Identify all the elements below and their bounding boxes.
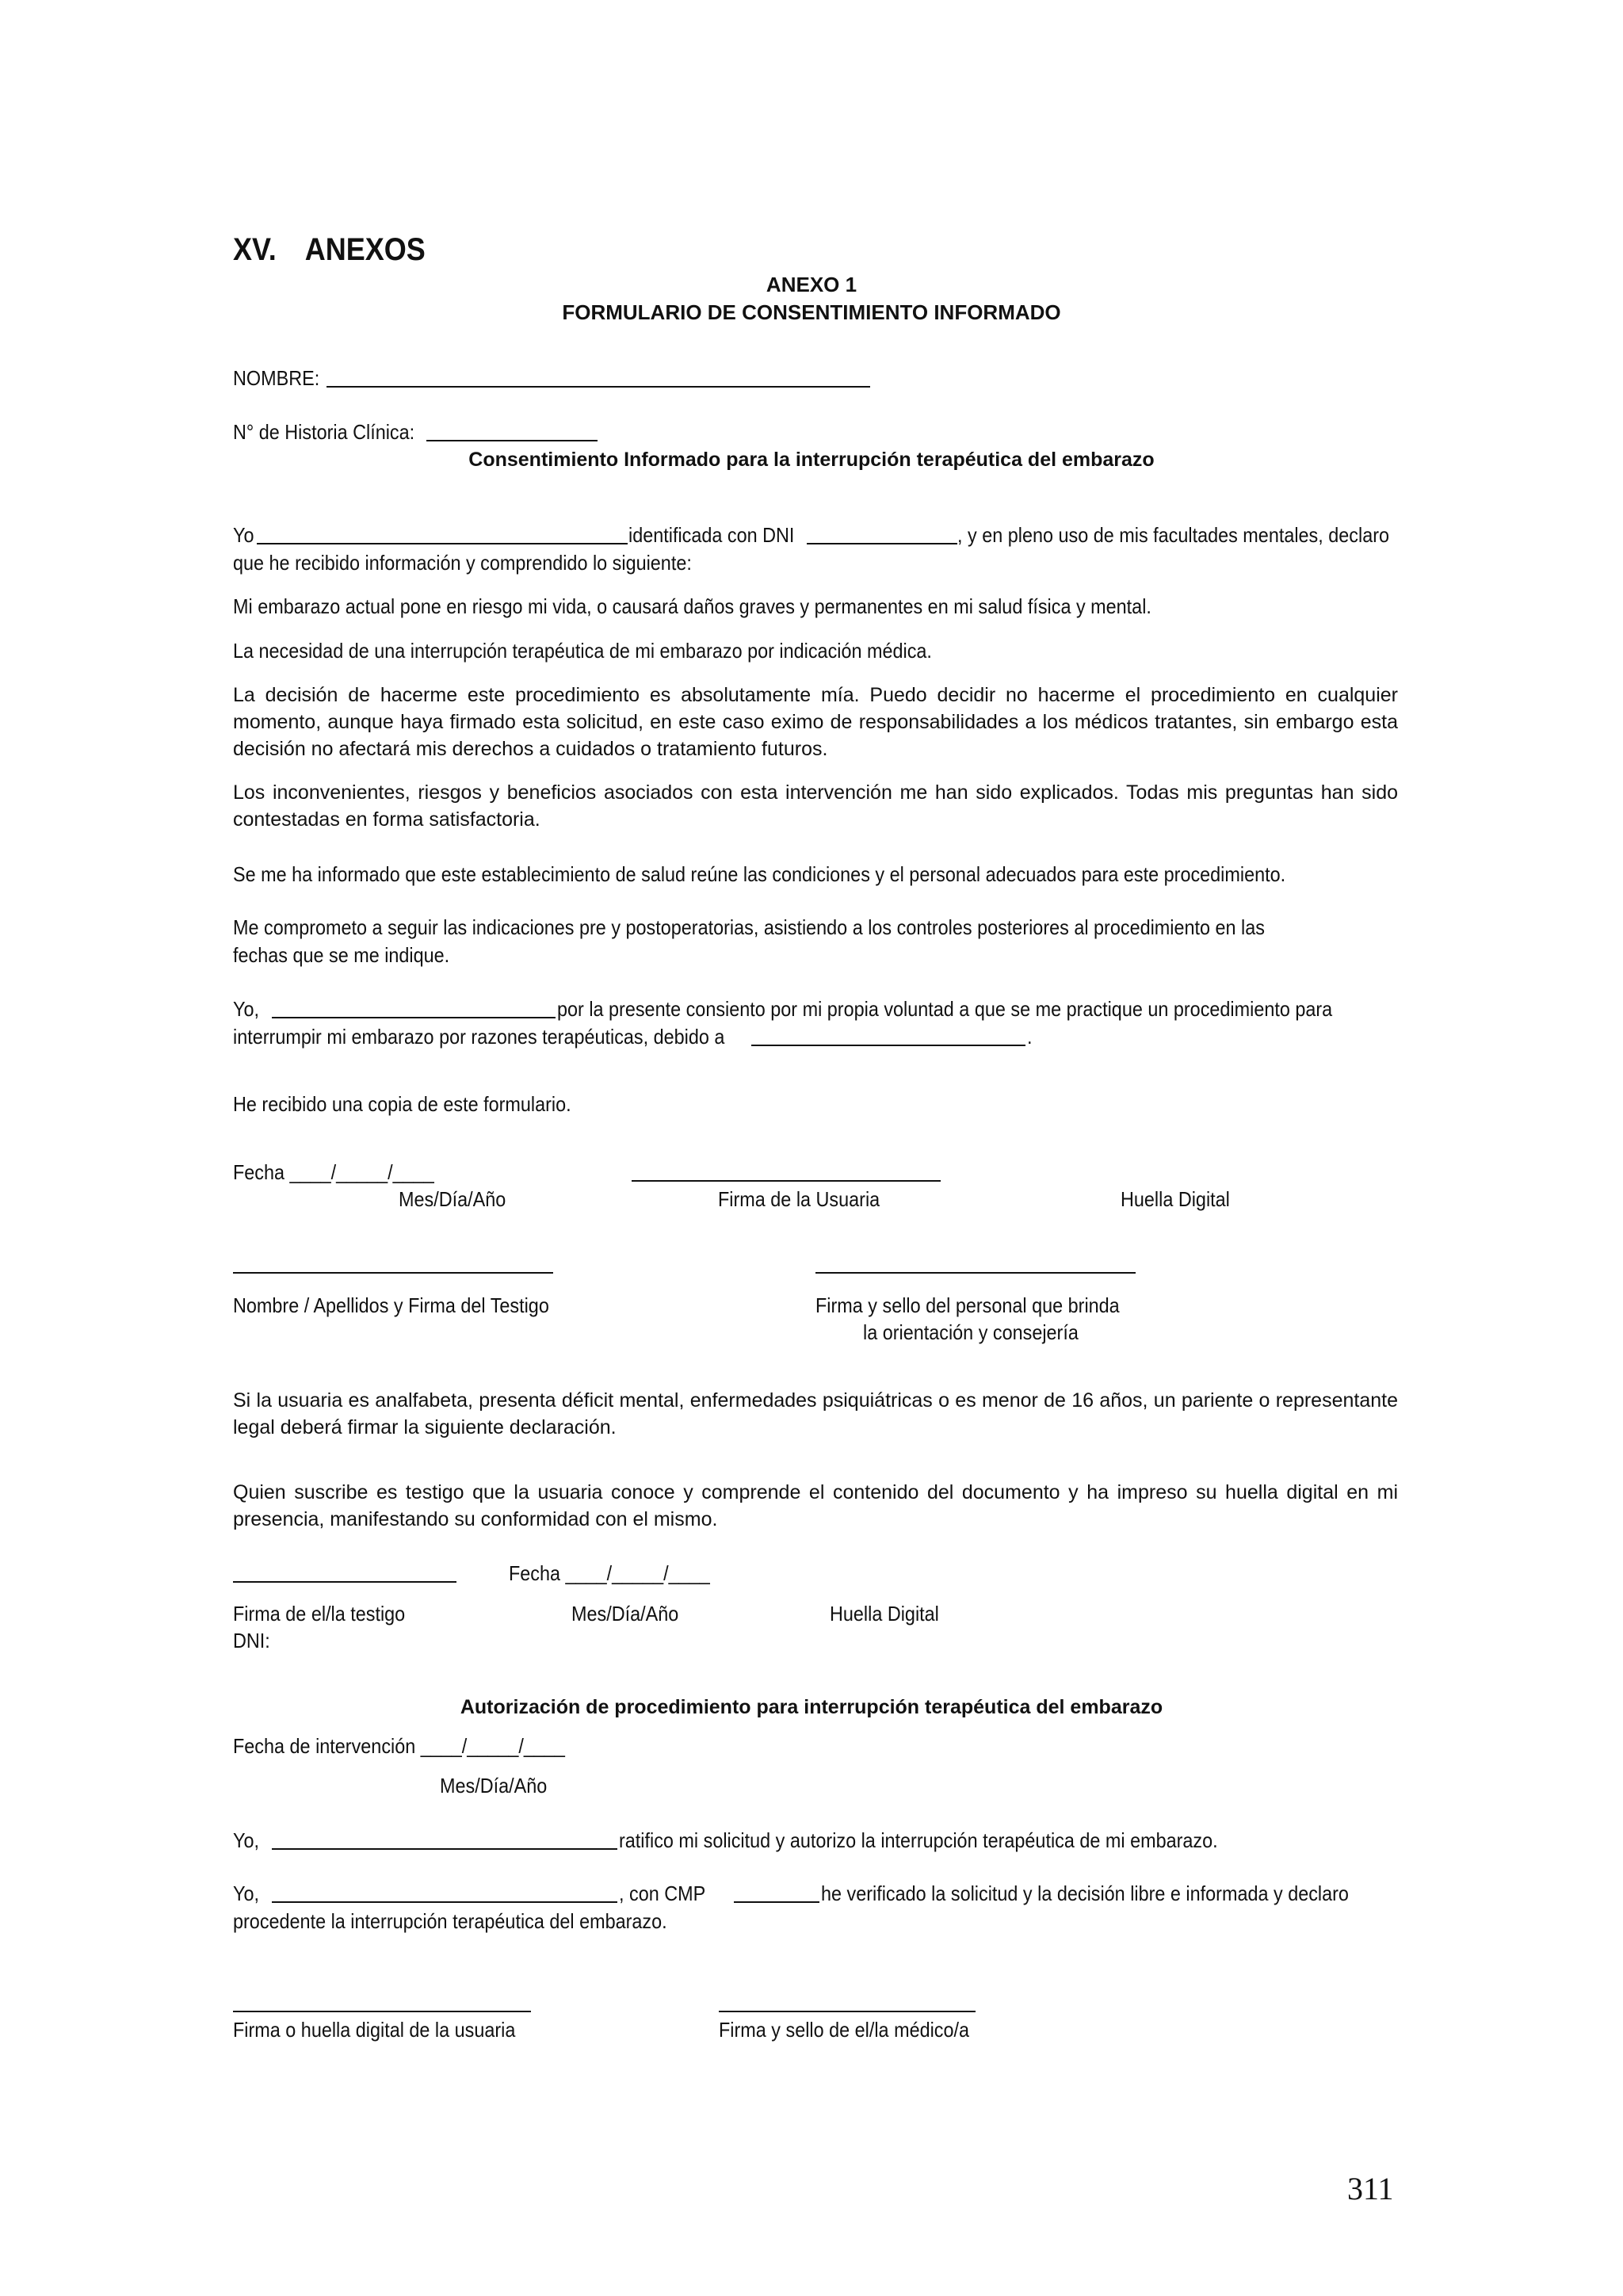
firma-testigo-label: Firma de el/la testigo xyxy=(233,1602,406,1626)
section-number: XV. xyxy=(233,232,277,267)
firma-medico-label: Firma y sello de el/la médico/a xyxy=(719,2018,970,2042)
dni-field[interactable] xyxy=(807,543,957,544)
mesdia-3: Mes/Día/Año xyxy=(440,1774,548,1797)
testigo-label: Nombre / Apellidos y Firma del Testigo xyxy=(233,1293,549,1317)
huella-2: Huella Digital xyxy=(830,1602,939,1626)
paragraph-7-line2: fechas que se me indique. xyxy=(233,943,450,967)
auth-yo-2-line2: procedente la interrupción terapéutica del embarazo. xyxy=(233,1909,667,1933)
nombre-field[interactable] xyxy=(327,386,870,388)
p1-yo: Yo xyxy=(233,523,254,547)
auth-name-field-1[interactable] xyxy=(272,1848,617,1850)
firma-usuaria-final-line[interactable] xyxy=(233,2011,531,2012)
paragraph-5: Los inconvenientes, riesgos y beneficios asociados con esta intervención me han sido explicados. Todas mis preguntas han sido contestadas en forma satisfactoria. xyxy=(233,781,1398,831)
illiterate-paragraph-2: Quien suscribe es testigo que la usuaria conoce y comprende el contenido del documento y ha impreso su huella digital en mi presencia, manifestando su conformidad con el mismo. xyxy=(233,1481,1398,1530)
copy-received: He recibido una copia de este formulario. xyxy=(233,1092,571,1116)
paragraph-6: Se me ha informado que este establecimiento de salud reúne las condiciones y el personal adecuados para este procedimiento. xyxy=(233,862,1286,886)
firma-medico-line[interactable] xyxy=(719,2011,976,2012)
dni-label: DNI: xyxy=(233,1629,270,1652)
fecha-2: Fecha ____/_____/____ xyxy=(509,1561,710,1585)
personal-line[interactable] xyxy=(815,1272,1136,1274)
consent-title: Consentimiento Informado para la interrupción terapéutica del embarazo xyxy=(468,449,1155,471)
annex-title: ANEXO 1 xyxy=(766,273,857,296)
paragraph-7-line1: Me comprometo a seguir las indicaciones pre y postoperatorias, asistiendo a los controles posteriores al procedimiento en las xyxy=(233,915,1265,939)
p1-dni: identificada con DNI xyxy=(628,523,795,547)
yo-name-field[interactable] xyxy=(257,543,628,544)
personal-label-2: la orientación y consejería xyxy=(863,1320,1079,1344)
authorization-title: Autorización de procedimiento para interrupción terapéutica del embarazo xyxy=(460,1696,1163,1718)
mesdia-2: Mes/Día/Año xyxy=(571,1602,679,1626)
p8-line2: interrumpir mi embarazo por razones terapéuticas, debido a xyxy=(233,1025,725,1049)
illiterate-paragraph-1: Si la usuaria es analfabeta, presenta déficit mental, enfermedades psiquiátricas o es menor de 16 años, un pariente o representante legal deberá firmar la siguiente declaración. xyxy=(233,1389,1398,1438)
historia-field[interactable] xyxy=(426,440,598,441)
firma-usuaria-line[interactable] xyxy=(632,1180,941,1182)
paragraph-4: La decisión de hacerme este procedimiento es absolutamente mía. Puedo decidir no hacerme el procedimiento en cualquier momento, aunque haya firmado esta solicitud, en este caso eximo de responsabilidades a los médicos tratantes, sin embargo esta decisión no afectará mis derechos a cuidados o tratamiento futuros. xyxy=(233,684,1398,760)
page-number: 311 xyxy=(1347,2171,1394,2206)
p8-rest: por la presente consiento por mi propia voluntad a que se me practique un procedimiento para xyxy=(557,997,1333,1021)
reason-field[interactable] xyxy=(751,1045,1025,1046)
firma-usuaria-final-label: Firma o huella digital de la usuaria xyxy=(233,2018,516,2042)
auth-cmp: , con CMP xyxy=(619,1881,706,1905)
testigo-line[interactable] xyxy=(233,1272,553,1274)
personal-label-1: Firma y sello del personal que brinda xyxy=(815,1293,1120,1317)
firma-testigo-line[interactable] xyxy=(233,1581,456,1583)
section-title: ANEXOS xyxy=(304,232,426,267)
p8-yo: Yo, xyxy=(233,997,259,1021)
historia-label: N° de Historia Clínica: xyxy=(233,420,415,444)
auth-name-field-2[interactable] xyxy=(272,1901,617,1903)
section-heading xyxy=(233,232,454,268)
mesdia-1: Mes/Día/Año xyxy=(399,1187,506,1211)
huella-1: Huella Digital xyxy=(1121,1187,1230,1211)
auth-yo-1-rest: ratifico mi solicitud y autorizo la interrupción terapéutica de mi embarazo. xyxy=(619,1828,1218,1852)
nombre-label: NOMBRE: xyxy=(233,366,320,390)
auth-yo-2-rest: he verificado la solicitud y la decisión libre e informada y declaro xyxy=(821,1881,1349,1905)
fecha-intervencion: Fecha de intervención ____/_____/____ xyxy=(233,1734,565,1758)
auth-yo-2: Yo, xyxy=(233,1881,259,1905)
fecha-1: Fecha ____/_____/____ xyxy=(233,1160,434,1184)
cmp-field[interactable] xyxy=(734,1901,819,1903)
p8-name-field[interactable] xyxy=(272,1017,556,1018)
paragraph-3: La necesidad de una interrupción terapéutica de mi embarazo por indicación médica. xyxy=(233,639,932,663)
p8-end: . xyxy=(1027,1025,1033,1049)
firma-usuaria-label: Firma de la Usuaria xyxy=(718,1187,880,1211)
auth-yo-1: Yo, xyxy=(233,1828,259,1852)
annex-subtitle: FORMULARIO DE CONSENTIMIENTO INFORMADO xyxy=(562,300,1061,324)
p1-line2: que he recibido información y comprendido lo siguiente: xyxy=(233,551,692,575)
p1-rest: , y en pleno uso de mis facultades mentales, declaro xyxy=(957,523,1390,547)
paragraph-2: Mi embarazo actual pone en riesgo mi vida, o causará daños graves y permanentes en mi salud física y mental. xyxy=(233,594,1151,618)
